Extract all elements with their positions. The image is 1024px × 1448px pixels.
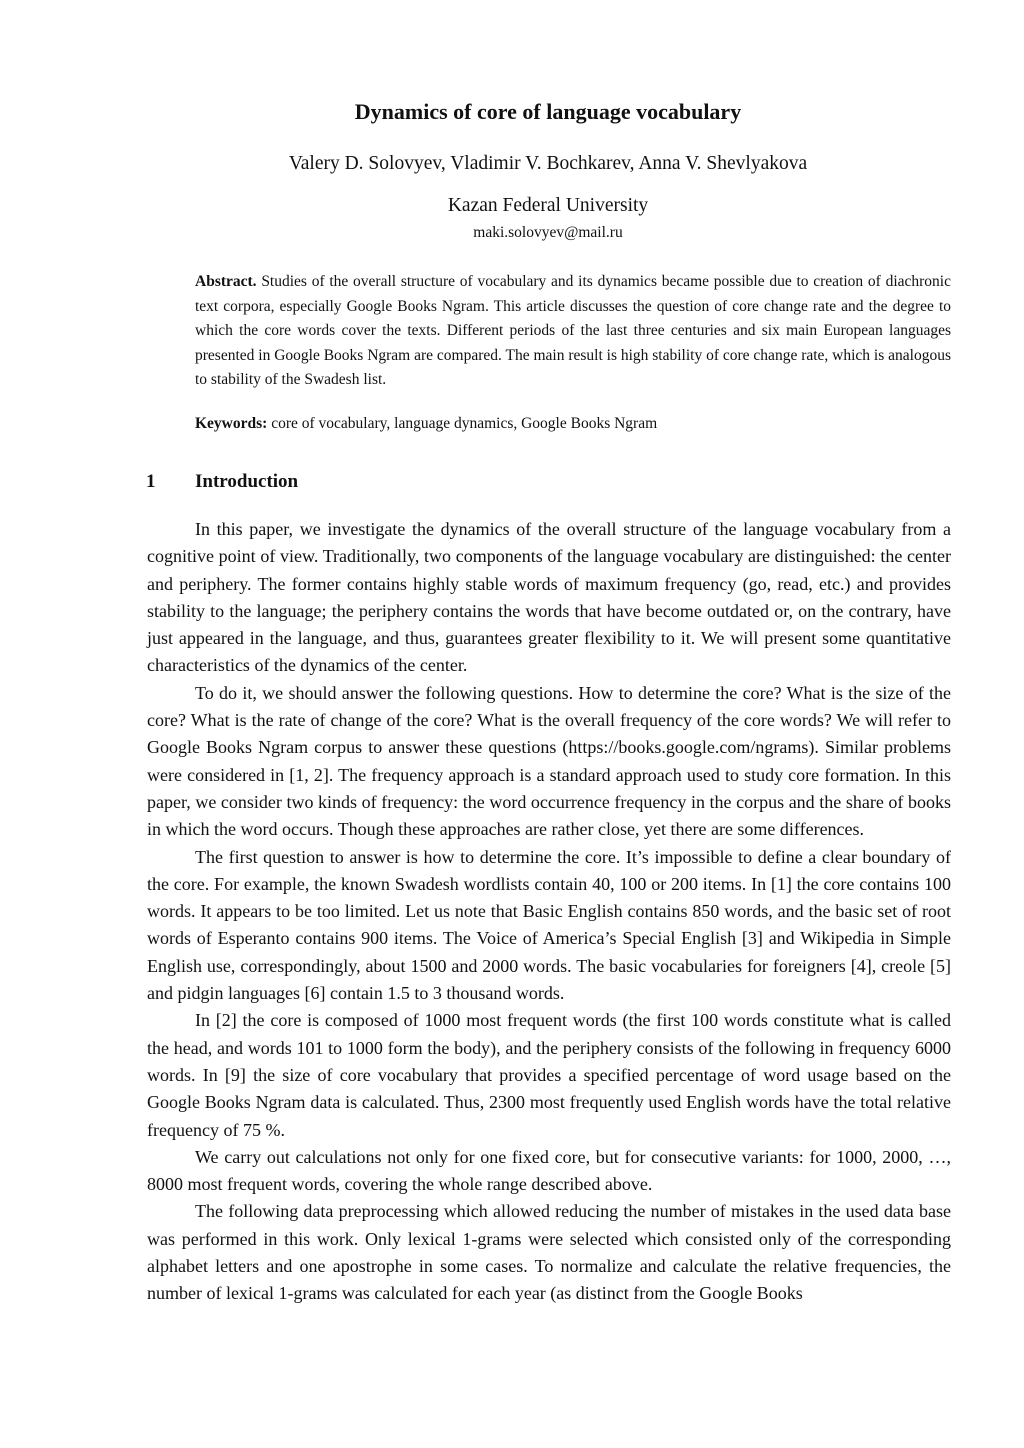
body-paragraph: In this paper, we investigate the dynamics of the overall structure of the language vocabulary from a cognitive point of view. Traditionally, two components of the language vocabulary are distinguished: the center and periphery. The former contains highly stable words of maximum frequency (go, read, etc.) and provides stability to the language; the periphery contains the words that have become outdated or, on the contrary, have just appeared in the language, and thus, guarantees greater flexibility to it. We will present some quantitative characteristics of the dynamics of the center. <box>147 519 951 676</box>
section-title: Introduction <box>195 471 299 492</box>
abstract-label: Abstract. <box>195 273 257 290</box>
section-heading <box>146 469 298 495</box>
body-paragraph: To do it, we should answer the following questions. How to determine the core? What is the size of the core? What is the rate of change of the core? What is the overall frequency of the core words? We will refer to Google Books Ngram corpus to answer these questions (https://books.google.com/ngrams). Similar problems were considered in [1, 2]. The frequency approach is a standard approach used to study core formation. In this paper, we consider two kinds of frequency: the word occurrence frequency in the corpus and the share of books in which the word occurs. Though these approaches are rather close, yet there are some differences. <box>147 682 951 840</box>
section-number: 1 <box>146 471 156 492</box>
section-body <box>147 516 951 1308</box>
body-paragraph: We carry out calculations not only for one fixed core, but for consecutive variants: for 1000, 2000, …, 8000 most frequent words, covering the whole range described above. <box>147 1146 951 1195</box>
keywords-text: core of vocabulary, language dynamics, Google Books Ngram <box>271 415 658 432</box>
author-email: maki.solovyev@mail.ru <box>473 224 623 241</box>
paper-title: Dynamics of core of language vocabulary <box>354 99 742 124</box>
abstract <box>195 270 951 393</box>
keywords-label: Keywords: <box>195 415 268 432</box>
body-paragraph: The following data preprocessing which allowed reducing the number of mistakes in the used data base was performed in this work. Only lexical 1-grams were selected which consisted only of the corresponding alphabet letters and one apostrophe in some cases. To normalize and calculate the relative frequencies, the number of lexical 1-grams was calculated for each year (as distinct from the Google Books <box>147 1201 951 1304</box>
paper-affiliation: Kazan Federal University <box>447 195 649 216</box>
keywords <box>195 412 951 436</box>
abstract-text: Studies of the overall structure of vocabulary and its dynamics became possible due to creation of diachronic text corpora, especially Google Books Ngram. This article discusses the question of core change rate and the degree to which the core words cover the texts. Different periods of the last three centuries and six main European languages presented in Google Books Ngram are compared. The main result is high stability of core change rate, which is analogous to stability of the Swadesh list. <box>195 273 951 389</box>
body-paragraph: The first question to answer is how to determine the core. It’s impossible to define a clear boundary of the core. For example, the known Swadesh wordlists contain 40, 100 or 200 items. In [1] the core contains 100 words. It appears to be too limited. Let us note that Basic English contains 850 words, and the basic set of root words of Esperanto contains 900 items. The Voice of America’s Special English [3] and Wikipedia in Simple English use, correspondingly, about 1500 and 2000 words. The basic vocabularies for foreigners [4], creole [5] and pidgin languages [6] contain 1.5 to 3 thousand words. <box>147 846 951 1004</box>
body-paragraph: In [2] the core is composed of 1000 most frequent words (the first 100 words constitute what is called the head, and words 101 to 1000 form the body), and the periphery consists of the following in frequency 6000 words. In [9] the size of core vocabulary that provides a specified percentage of word usage based on the Google Books Ngram data is calculated. Thus, 2300 most frequently used English words have the total relative frequency of 75 %. <box>147 1010 951 1140</box>
paper-authors: Valery D. Solovyev, Vladimir V. Bochkarev, Anna V. Shevlyakova <box>288 153 808 174</box>
